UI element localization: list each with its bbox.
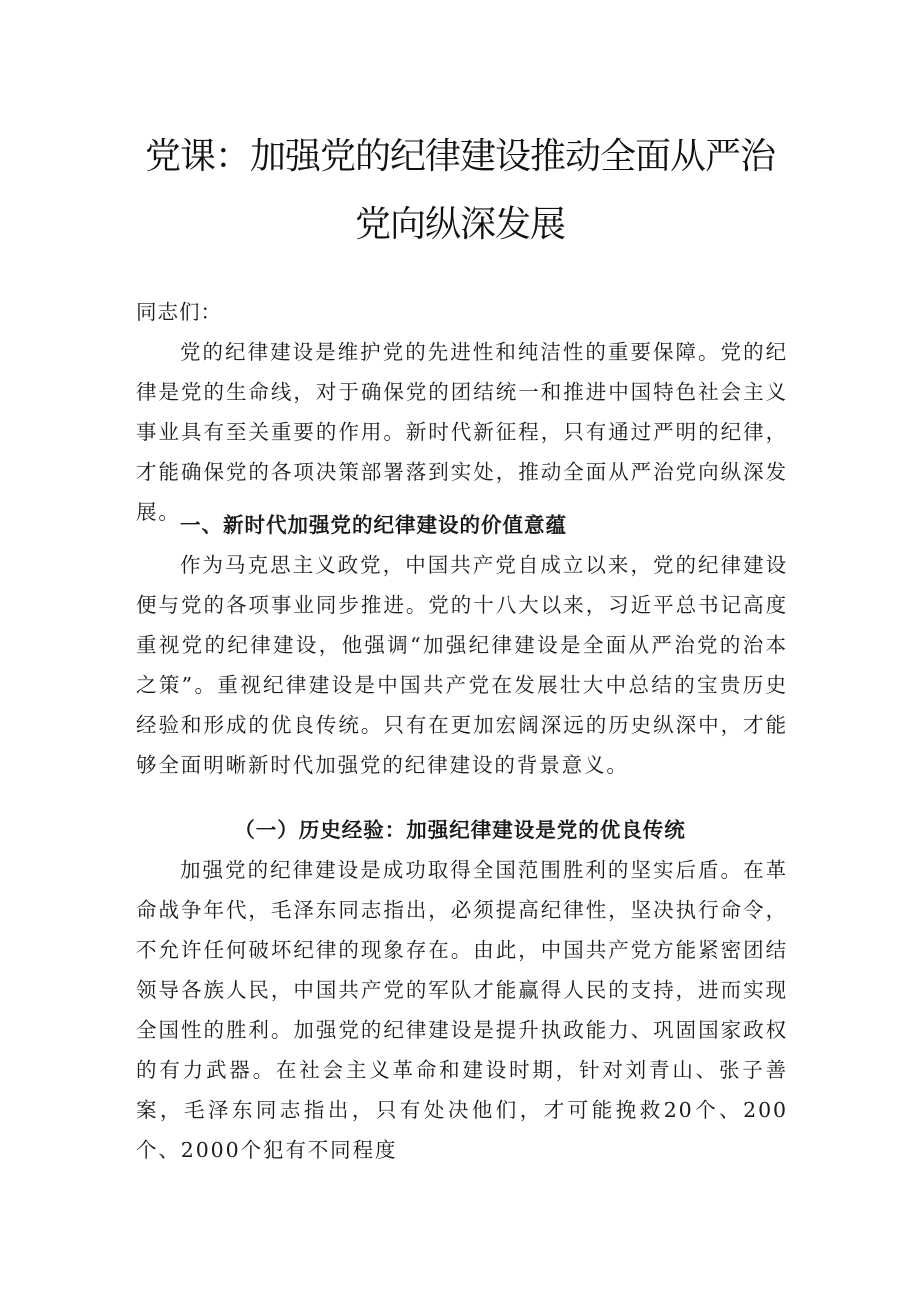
salutation: 同志们： (136, 300, 222, 324)
section-heading-1: 一、新时代加强党的纪律建设的价值意蕴 (180, 513, 567, 537)
document-title-line-2: 党向纵深发展 (354, 204, 565, 245)
paragraph-section-1: 作为马克思主义政党，中国共产党自成立以来，党的纪律建设便与党的各项事业同步推进。党的十八大以来，习近平总书记高度重视党的纪律建设，他强调“加强纪律建设是全面从严治党的治本之策”。重视纪律建设是中国共产党在发展壮大中总结的宝贵历史经验和形成的优良传统。只有在更加宏阔深远的历史纵深中，才能够全面明晰新时代加强党的纪律建设的背景意义。 (136, 553, 788, 777)
paragraph-intro: 党的纪律建设是维护党的先进性和纯洁性的重要保障。党的纪律是党的生命线，对于确保党的团结统一和推进中国特色社会主义事业具有至关重要的作用。新时代新征程，只有通过严明的纪律，才能确保党的各项决策部署落到实处，推动全面从严治党向纵深发展。 (136, 340, 788, 524)
paragraph-subsection-1: 加强党的纪律建设是成功取得全国范围胜利的坚实后盾。在革命战争年代，毛泽东同志指出，必须提高纪律性，坚决执行命令，不允许任何破坏纪律的现象存在。由此，中国共产党方能紧密团结领导各族人民，中国共产党的军队才能赢得人民的支持，进而实现全国性的胜利。加强党的纪律建设是提升执政能力、巩固国家政权的有力武器。在社会主义革命和建设时期，针对刘青山、张子善案，毛泽东同志指出，只有处决他们，才可能挽救20个、200个、2000个犯有不同程度 (136, 858, 788, 1162)
document-title-line-1: 党课：加强党的纪律建设推动全面从严治 (144, 136, 775, 177)
subsection-heading-1: （一）历史经验：加强纪律建设是党的优良传统 (234, 818, 686, 842)
